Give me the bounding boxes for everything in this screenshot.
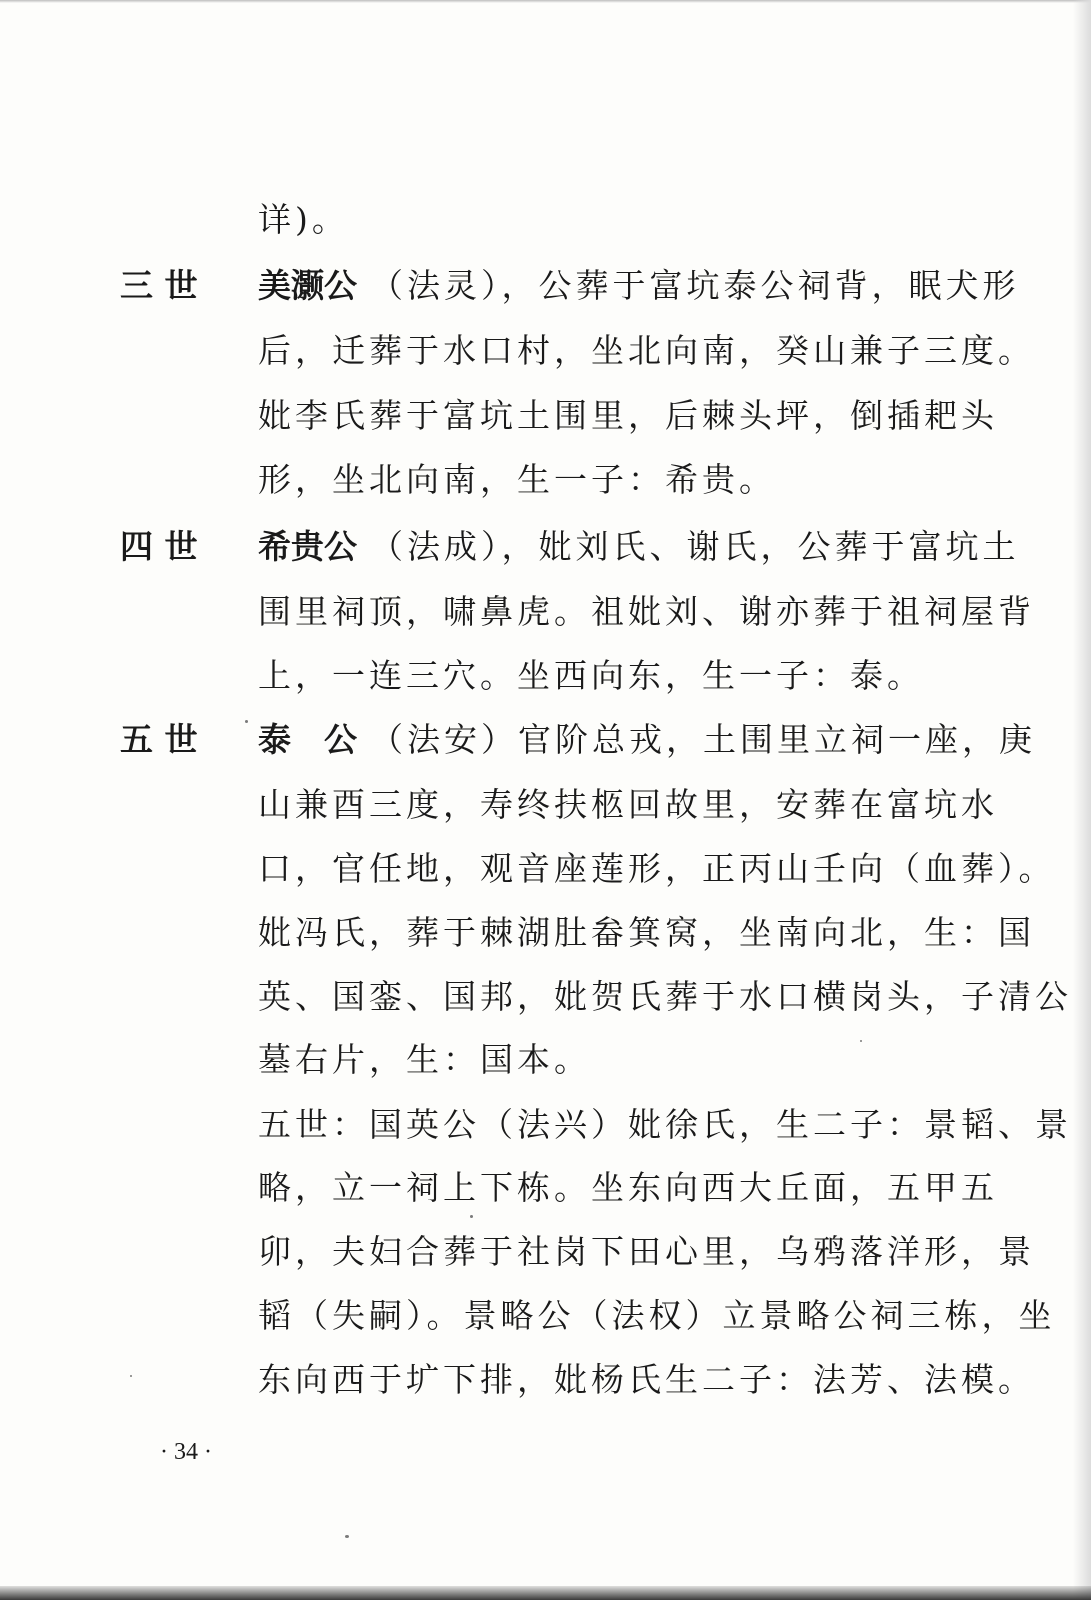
scan-speck xyxy=(130,1375,132,1377)
entry-3-line-4: 形，坐北向南，生一子：希贵。 xyxy=(258,460,776,499)
entry-4-line-1: （法成），妣刘氏、谢氏，公葬于富坑土 xyxy=(370,527,1020,566)
entry-5-line-1: （法安）官阶总戎，土围里立祠一座，庚 xyxy=(370,720,1036,759)
scan-speck xyxy=(860,1040,862,1042)
paragraph-line-5: 东向西于圹下排，妣杨氏生二子：法芳、法模。 xyxy=(258,1360,1035,1399)
entry-5-line-3: 口，官任地，观音座莲形，正丙山壬向（血葬）。 xyxy=(258,849,1056,888)
entry-4-line-2: 围里祠顶，啸鼻虎。祖妣刘、谢亦葬于祖祠屋背 xyxy=(258,592,1035,631)
scan-shadow-right xyxy=(1073,0,1091,1600)
generation-label-3: 三 世 xyxy=(120,266,198,305)
opening-line: 详)。 xyxy=(258,200,349,239)
page-number: · 34 · xyxy=(160,1439,212,1465)
entry-3-line-3: 妣李氏葬于富坑土围里，后棘头坪，倒插耙头 xyxy=(258,396,998,435)
entry-5-line-5: 英、国銮、国邦，妣贺氏葬于水口横岗头，子清公 xyxy=(258,977,1072,1016)
paragraph-line-3: 卯，夫妇合葬于社岗下田心里，乌鸦落洋形，景 xyxy=(258,1232,1035,1271)
scan-shadow-top xyxy=(0,0,1091,3)
entry-5-line-2: 山兼酉三度，寿终扶柩回故里，安葬在富坑水 xyxy=(258,785,998,824)
paragraph-line-1: 五世：国英公（法兴）妣徐氏，生二子：景韬、景 xyxy=(258,1105,1072,1144)
ancestor-name-3: 美灏公 xyxy=(258,266,357,305)
entry-5-line-4: 妣冯氏，葬于棘湖肚畚箕窝，坐南向北，生：国 xyxy=(258,913,1035,952)
paragraph-line-4: 韬（失嗣）。景略公（法权）立景略公祠三栋，坐 xyxy=(258,1296,1056,1335)
scan-speck xyxy=(345,1535,349,1538)
scan-speck xyxy=(245,720,248,723)
ancestor-name-5: 泰 公 xyxy=(258,720,357,759)
ancestor-name-4: 希贵公 xyxy=(258,527,357,566)
entry-3-line-2: 后，迁葬于水口村，坐北向南，癸山兼子三度。 xyxy=(258,331,1035,370)
entry-5-line-6: 墓右片，生：国本。 xyxy=(258,1040,591,1079)
entry-3-line-1: （法灵），公葬于富坑泰公祠背，眠犬形 xyxy=(370,266,1020,305)
generation-label-4: 四 世 xyxy=(120,527,198,566)
scan-shadow-bottom xyxy=(0,1586,1091,1600)
scan-speck xyxy=(470,1215,473,1218)
paragraph-line-2: 略，立一祠上下栋。坐东向西大丘面，五甲五 xyxy=(258,1168,998,1207)
entry-4-line-3: 上，一连三穴。坐西向东，生一子：泰。 xyxy=(258,656,924,695)
generation-label-5: 五 世 xyxy=(120,720,198,759)
